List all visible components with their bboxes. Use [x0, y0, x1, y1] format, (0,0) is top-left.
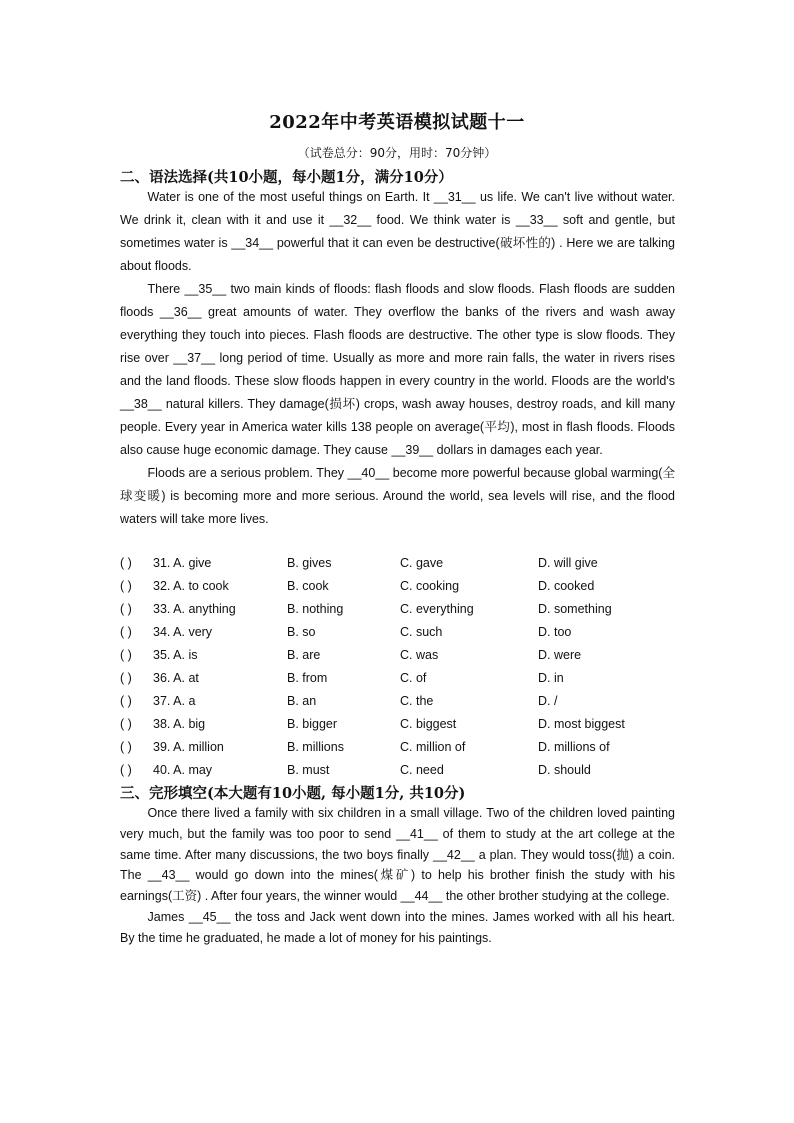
- option-b: B. must: [287, 763, 330, 777]
- option-c: C. cooking: [400, 579, 460, 593]
- option-a: 40. A. may: [153, 763, 213, 777]
- option-d: D. should: [538, 763, 591, 777]
- option-a: 32. A. to cook: [153, 579, 229, 593]
- option-a: 31. A. give: [153, 556, 212, 570]
- answer-blank: ( ): [120, 717, 132, 731]
- question-row: [120, 552, 680, 575]
- question-list: [120, 552, 680, 782]
- cloze-paragraph: Once there lived a family with six children in a small village. Two of the children loved painting very much, but the family was too poor to send __41__ of them to study at the art college at the same time. After many discussions, the two boys finally __42__ a plan. They would toss(抛) a coin. The __43__ would go down into the mines(煤矿) to help his brother finish the study with his earnings(工资) . After four years, the winner would __44__ the other brother studying at the college.: [120, 806, 675, 904]
- question-row: [120, 621, 680, 644]
- question-row: [120, 644, 680, 667]
- option-d: D. millions of: [538, 740, 610, 754]
- option-a: 33. A. anything: [153, 602, 236, 616]
- answer-blank: ( ): [120, 602, 132, 616]
- option-d: D. /: [538, 694, 558, 708]
- question-row: [120, 598, 680, 621]
- answer-blank: ( ): [120, 694, 132, 708]
- option-c: C. need: [400, 763, 444, 777]
- answer-blank: ( ): [120, 763, 132, 777]
- option-c: C. was: [400, 648, 439, 662]
- option-a: 34. A. very: [153, 625, 213, 639]
- option-c: C. such: [400, 625, 443, 639]
- page-title: 2022年中考英语模拟试题十一: [269, 112, 525, 133]
- option-b: B. are: [287, 648, 321, 662]
- grammar-paragraph: There __35__ two main kinds of floods: flash floods and slow floods. Flash floods are sudden floods __36__ great amounts of water. They overflow the banks of the rivers and wash away everything they touch into pieces. Flash floods are destructive. The other type is slow floods. They rise over __37__ long period of time. Usually as more and more rain falls, the water in rivers rises and the land floods. These slow floods happen in every country in the world. Floods are the world's __38__ natural killers. They damage(损坏) crops, wash away houses, destroy roads, and kill many people. Every year in America water kills 138 people on average(平均), most in flash floods. Floods also cause huge economic damage. They cause __39__ dollars in damages each year.: [120, 282, 675, 457]
- answer-blank: ( ): [120, 648, 132, 662]
- answer-blank: ( ): [120, 556, 132, 570]
- option-b: B. from: [287, 671, 328, 685]
- option-a: 37. A. a: [153, 694, 196, 708]
- option-d: D. will give: [538, 556, 598, 570]
- option-b: B. so: [287, 625, 316, 639]
- option-a: 35. A. is: [153, 648, 198, 662]
- option-c: C. of: [400, 671, 427, 685]
- section2-heading: 二、语法选择(共10小题，每小题1分，满分10分）: [120, 169, 453, 186]
- option-c: C. biggest: [400, 717, 457, 731]
- page-subtitle: （试卷总分：90分，用时：70分钟）: [297, 146, 497, 160]
- option-a: 36. A. at: [153, 671, 199, 685]
- option-c: C. everything: [400, 602, 474, 616]
- option-c: C. the: [400, 694, 434, 708]
- question-row: [120, 575, 680, 598]
- cloze-passage: [120, 803, 675, 949]
- cloze-paragraph: James __45__ the toss and Jack went down into the mines. James worked with all his heart. By the time he graduated, he made a lot of money for his paintings.: [120, 909, 675, 945]
- question-row: [120, 759, 680, 782]
- option-d: D. in: [538, 671, 564, 685]
- option-b: B. gives: [287, 556, 332, 570]
- grammar-paragraph: Floods are a serious problem. They __40__ become more powerful because global warming(全球变暖) is becoming more and more serious. Around the world, sea levels will rise, and the flood waters will take more lives.: [120, 466, 675, 526]
- answer-blank: ( ): [120, 579, 132, 593]
- option-b: B. cook: [287, 579, 329, 593]
- option-a: 39. A. million: [153, 740, 224, 754]
- option-a: 38. A. big: [153, 717, 206, 731]
- option-b: B. an: [287, 694, 317, 708]
- answer-blank: ( ): [120, 625, 132, 639]
- question-row: [120, 736, 680, 759]
- option-d: D. were: [538, 648, 582, 662]
- option-c: C. gave: [400, 556, 444, 570]
- option-b: B. millions: [287, 740, 344, 754]
- grammar-paragraph: Water is one of the most useful things on Earth. It __31__ us life. We can't live without water. We drink it, clean with it and use it __32__ food. We think water is __33__ soft and gentle, but sometimes water is __34__ powerful that it can even be destructive(破坏性的) . Here we are talking about floods.: [120, 190, 675, 273]
- option-d: D. something: [538, 602, 612, 616]
- option-d: D. too: [538, 625, 572, 639]
- question-row: [120, 667, 680, 690]
- question-row: [120, 690, 680, 713]
- grammar-passage: [120, 186, 675, 531]
- option-d: D. cooked: [538, 579, 595, 593]
- option-d: D. most biggest: [538, 717, 625, 731]
- section3-heading: 三、完形填空(本大题有10小题, 每小题1分, 共10分): [120, 785, 466, 802]
- option-b: B. nothing: [287, 602, 344, 616]
- question-row: [120, 713, 680, 736]
- option-b: B. bigger: [287, 717, 338, 731]
- option-c: C. million of: [400, 740, 466, 754]
- answer-blank: ( ): [120, 671, 132, 685]
- answer-blank: ( ): [120, 740, 132, 754]
